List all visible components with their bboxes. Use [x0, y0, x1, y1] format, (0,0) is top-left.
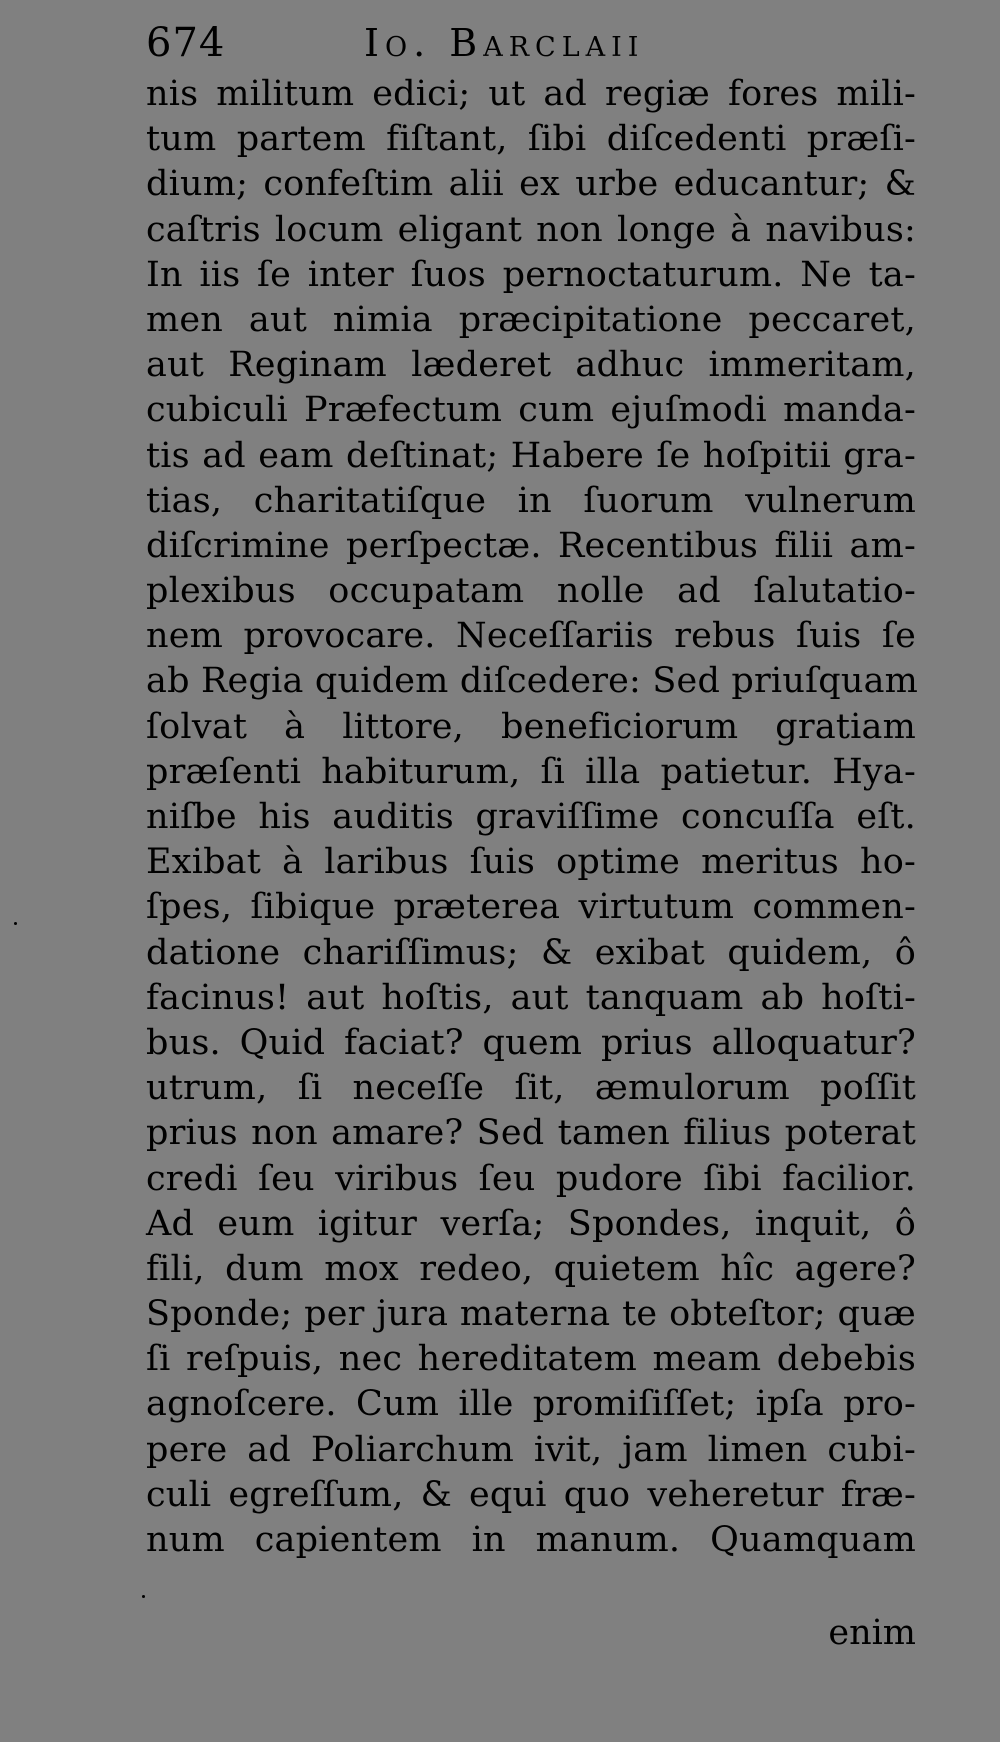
ink-speck	[142, 1595, 145, 1598]
text-line: tias, charitatiſque in ſuorum vulnerum	[146, 480, 916, 521]
text-line: Sponde; per jura materna te obteſtor; quæ	[146, 1294, 916, 1335]
text-line: tis ad eam deſtinat; Habere ſe hoſpitii gra-	[146, 435, 916, 476]
text-line: fili, dum mox redeo, quietem hîc agere?	[146, 1248, 916, 1289]
text-line: culi egreſſum, & equi quo veheretur fræ-	[146, 1474, 916, 1515]
text-line: prius non amare? Sed tamen filius poterat	[146, 1113, 916, 1154]
text-line: datione chariſſimus; & exibat quidem, ô	[146, 932, 916, 973]
text-line: facinus! aut hoſtis, aut tanquam ab hoſti-	[146, 977, 916, 1018]
text-line: nis militum edici; ut ad regiæ fores mili-	[146, 74, 916, 114]
catchword: enim	[828, 1613, 916, 1653]
text-line: In iis ſe inter ſuos pernoctaturum. Ne ta-	[146, 254, 916, 295]
text-line: caſtris locum eligant non longe à navibus:	[146, 209, 916, 250]
text-line: ſi reſpuis, nec hereditatem meam debebis	[146, 1339, 916, 1380]
text-line: tum partem fiſtant, ſibi diſcedenti præſi-	[146, 119, 916, 160]
text-line: ſpes, ſibique præterea virtutum commen-	[146, 887, 916, 928]
text-line: num capientem in manum. Quamquam	[146, 1520, 916, 1560]
text-line: agnoſcere. Cum ille promiſiſſet; ipſa pro-	[146, 1384, 916, 1425]
text-line: ſolvat à littore, beneficiorum gratiam	[146, 706, 916, 747]
page-header	[146, 18, 916, 68]
text-line: Ad eum igitur verſa; Spondes, inquit, ô	[146, 1203, 916, 1244]
text-line: nem provocare. Neceſſariis rebus ſuis ſe	[146, 616, 916, 657]
text-line: pere ad Poliarchum ivit, jam limen cubi-	[146, 1429, 916, 1470]
text-line: credi ſeu viribus ſeu pudore ſibi facilior.	[146, 1158, 916, 1199]
text-line: plexibus occupatam nolle ad ſalutatio-	[146, 571, 916, 612]
body-text	[146, 72, 919, 1563]
text-line: dium; confeſtim alii ex urbe educantur; &	[146, 164, 916, 205]
ink-speck	[14, 922, 17, 925]
text-line: men aut nimia præcipitatione peccaret,	[146, 299, 916, 340]
text-line: utrum, ſi neceſſe ſit, æmulorum poſſit	[146, 1068, 916, 1109]
text-line: bus. Quid faciat? quem prius alloquatur?	[146, 1022, 916, 1063]
text-line: niſbe his auditis graviſſime concuſſa eſt.	[146, 797, 916, 837]
text-line: aut Reginam læderet adhuc immeritam,	[146, 345, 916, 386]
page-number: 674	[146, 20, 226, 66]
running-title: Io. Barclaii	[364, 21, 645, 65]
text-line: diſcrimine perſpectæ. Recentibus filii am-	[146, 525, 916, 566]
text-line: Exibat à laribus ſuis optime meritus ho-	[146, 842, 916, 883]
text-line: præſenti habiturum, ſi illa patietur. Hya-	[146, 751, 916, 792]
text-line: cubiculi Præfectum cum ejuſmodi manda-	[146, 390, 916, 431]
text-line: ab Regia quidem diſcedere: Sed priuſquam	[146, 661, 919, 702]
